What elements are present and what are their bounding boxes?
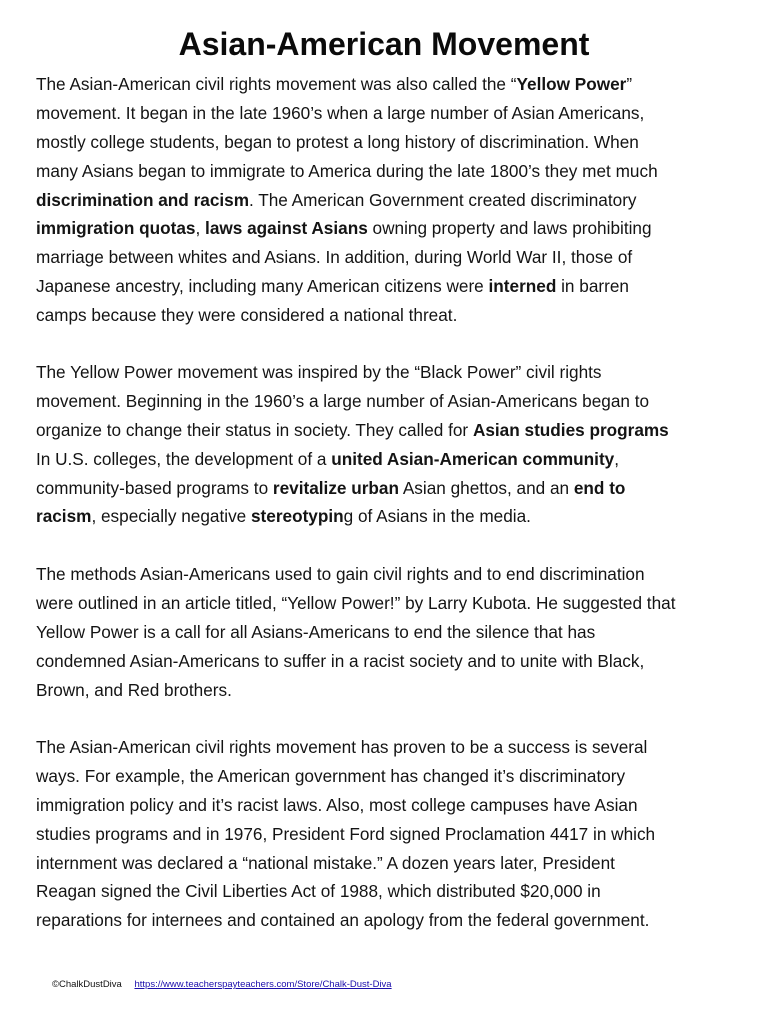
text-run: internment was declared a “national mistake.” A dozen years later, President [36, 852, 615, 873]
text-line [36, 791, 752, 820]
footer [52, 978, 392, 992]
paragraph-2 [36, 358, 752, 531]
text-line [36, 877, 752, 906]
text-run: The Asian-American civil rights movement was also called the “ [36, 74, 517, 94]
bold-text: Asian studies programs [472, 419, 669, 440]
text-run: were outlined in an article titled, “Yellow Power!” by Larry Kubota. He suggested that [36, 592, 676, 613]
text-line [36, 445, 752, 474]
text-line [36, 820, 752, 849]
text-run: The Yellow Power movement was inspired by the “Black Power” civil rights [36, 362, 602, 382]
text-line [36, 128, 752, 157]
bold-text: end to [573, 477, 626, 498]
text-run: immigration policy and it’s racist laws. Also, most college campuses have Asian [36, 794, 638, 815]
text-line [36, 70, 752, 99]
text-line [36, 243, 752, 272]
text-line [36, 676, 752, 705]
text-run: in barren [556, 276, 629, 297]
paragraph-1 [36, 70, 752, 330]
text-run: The Asian-American civil rights movement has proven to be a success is several [36, 737, 648, 757]
text-line [36, 502, 752, 531]
bold-text: discrimination and racism [36, 189, 249, 210]
text-run: owning property and laws prohibiting [367, 218, 652, 239]
text-line [36, 560, 752, 589]
text-run: The methods Asian-Americans used to gain civil rights and to end discrimination [36, 564, 645, 584]
text-line [36, 474, 752, 503]
text-run: Reagan signed the Civil Liberties Act of 1988, which distributed $20,000 in [36, 881, 601, 902]
page-title: Asian-American Movement [178, 26, 590, 62]
text-run: Japanese ancestry, including many American citizens were [36, 276, 489, 297]
text-run: Brown, and Red brothers. [36, 679, 232, 700]
text-run: studies programs and in 1976, President Ford signed Proclamation 4417 in which [36, 823, 656, 844]
text-line [36, 618, 752, 647]
text-run: community-based programs to [36, 477, 273, 498]
text-line [36, 762, 752, 791]
bold-text: Yellow Power [516, 74, 627, 94]
text-run: Asian ghettos, and an [399, 477, 574, 498]
bold-text: interned [488, 276, 557, 297]
text-line [36, 99, 752, 128]
bold-text: racism [36, 506, 92, 527]
text-run: , especially negative [91, 506, 251, 527]
text-run: . The American Government created discriminatory [249, 189, 637, 210]
text-line [36, 272, 752, 301]
bold-text: stereotypin [251, 506, 344, 527]
text-run: ways. For example, the American government has changed it’s discriminatory [36, 765, 626, 786]
text-line [36, 186, 752, 215]
text-run: condemned Asian-Americans to suffer in a racist society and to unite with Black, [36, 650, 645, 671]
text-line [36, 647, 752, 676]
text-run: ” [626, 74, 633, 94]
text-line [36, 301, 752, 330]
bold-text: immigration quotas [36, 218, 196, 239]
text-line [36, 733, 752, 762]
text-line [36, 387, 752, 416]
copyright-text: ©ChalkDustDiva [52, 979, 122, 990]
text-run: movement. It began in the late 1960’s when a large number of Asian Americans, [36, 102, 645, 123]
text-run: , [195, 218, 206, 239]
text-run: In U.S. colleges, the development of a [36, 448, 332, 469]
text-run: organize to change their status in society. They called for [36, 419, 473, 440]
text-run: Yellow Power is a call for all Asians-Americans to end the silence that has [36, 621, 596, 642]
text-line [36, 157, 752, 186]
text-run: mostly college students, began to protest a long history of discrimination. When [36, 131, 639, 152]
text-line [36, 589, 752, 618]
bold-text: revitalize urban [272, 477, 399, 498]
text-line [36, 849, 752, 878]
text-line [36, 214, 752, 243]
text-run: movement. Beginning in the 1960’s a large number of Asian-Americans began to [36, 390, 650, 411]
text-run: reparations for internees and contained an apology from the federal government. [36, 910, 650, 931]
bold-text: united Asian-American community [331, 448, 615, 469]
text-run: g of Asians in the media. [343, 506, 531, 527]
text-run: marriage between whites and Asians. In addition, during World War II, those of [36, 247, 633, 268]
paragraph-4 [36, 733, 752, 935]
text-line [36, 906, 752, 935]
text-line [36, 416, 752, 445]
text-run: camps because they were considered a national threat. [36, 305, 458, 326]
store-link[interactable]: https://www.teacherspayteachers.com/Store/Chalk-Dust-Diva [134, 979, 392, 990]
text-line [36, 358, 752, 387]
text-run: , [614, 448, 620, 469]
paragraph-3 [36, 560, 752, 704]
text-run: many Asians began to immigrate to America during the late 1800’s they met much [36, 160, 658, 181]
bold-text: laws against Asians [205, 218, 368, 239]
